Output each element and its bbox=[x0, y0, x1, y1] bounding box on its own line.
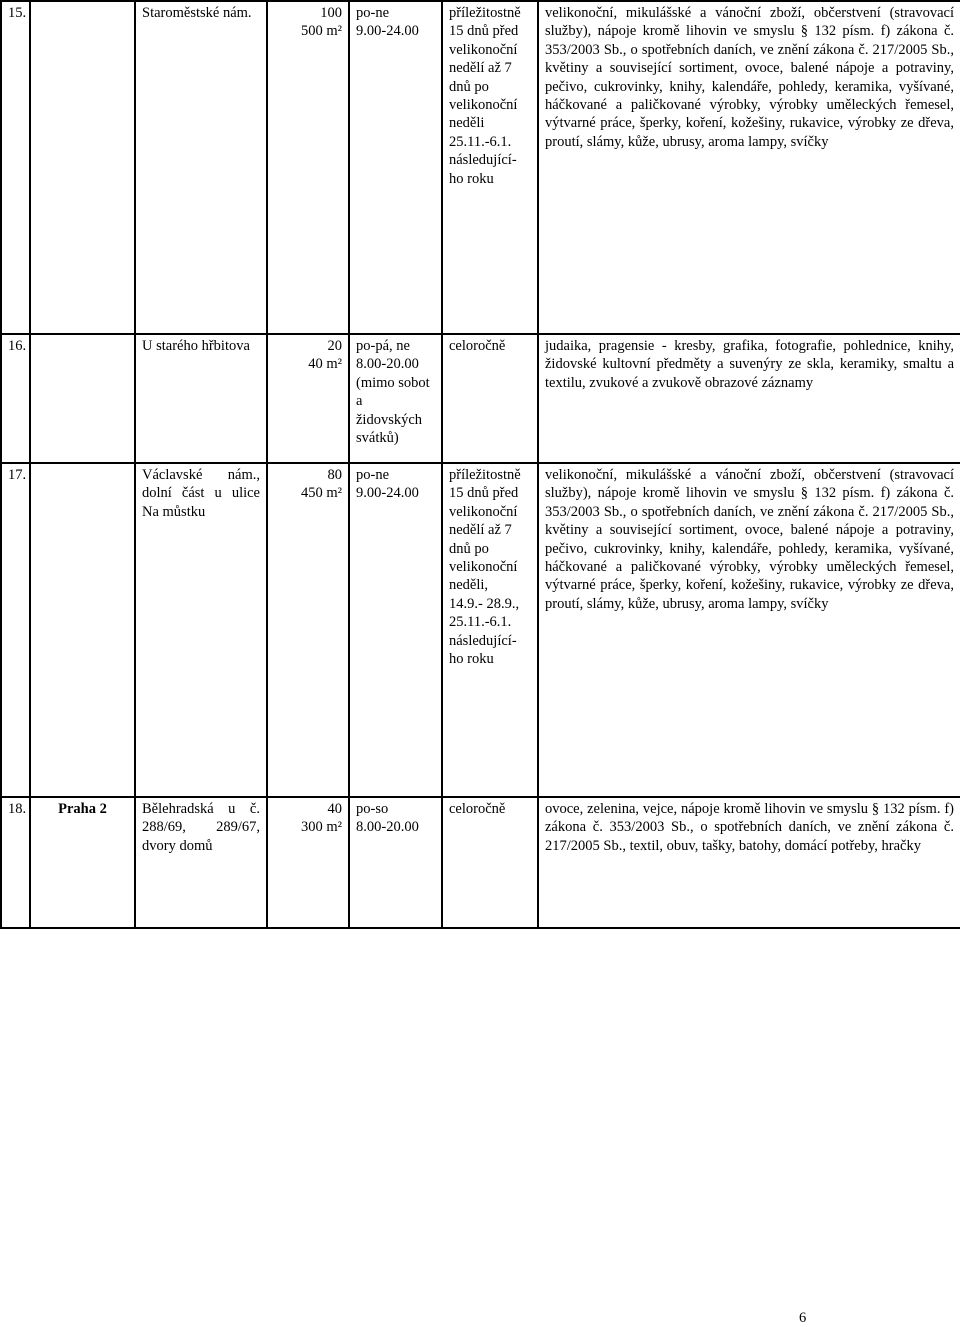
period-line: velikonoční bbox=[449, 559, 518, 576]
period-line: 14.9.- 28.9., bbox=[449, 595, 520, 612]
days-hours-cell bbox=[349, 797, 442, 928]
period-line: velikonoční bbox=[449, 503, 518, 520]
period-line: 25.11.-6.1. bbox=[449, 133, 512, 150]
days-hours-cell bbox=[349, 463, 442, 797]
days-line: po-pá, ne bbox=[356, 338, 410, 354]
days-line: po-ne bbox=[356, 467, 390, 483]
period-line: dnů po bbox=[449, 540, 489, 557]
row-number: 17. bbox=[1, 463, 30, 797]
district-cell: Praha 2 bbox=[30, 797, 135, 928]
location-cell: U starého hřbitova bbox=[135, 334, 267, 463]
period-line: 15 dnů před bbox=[449, 485, 519, 502]
days-line: židovských bbox=[356, 411, 423, 428]
table-row bbox=[1, 1, 960, 334]
period-line: celoročně bbox=[449, 801, 506, 817]
period-line: velikonoční bbox=[449, 41, 518, 58]
period-line: celoročně bbox=[449, 338, 506, 354]
period-line: ho roku bbox=[449, 170, 494, 187]
days-line: svátků) bbox=[356, 430, 399, 447]
capacity-cell bbox=[267, 334, 349, 463]
stall-count: 80 bbox=[327, 467, 342, 483]
period-line: příležitostně bbox=[449, 467, 521, 483]
period-line: následující- bbox=[449, 152, 517, 169]
period-line: následující- bbox=[449, 632, 517, 649]
period-line: ho roku bbox=[449, 651, 494, 668]
hours-line: 8.00-20.00 bbox=[356, 819, 419, 836]
area-value: 500 m² bbox=[300, 23, 342, 40]
period-line: 15 dnů před bbox=[449, 23, 519, 40]
stall-count: 100 bbox=[320, 5, 342, 21]
area-value: 450 m² bbox=[300, 485, 342, 502]
location-cell: Staroměstské nám. bbox=[135, 1, 267, 334]
goods-cell: judaika, pragensie - kresby, grafika, fotografie, pohlednice, knihy, židovské kultovní předměty a suvenýry ze skla, keramiky, smaltu a textilu, zvukové a zvukově obrazové záznamy bbox=[538, 334, 960, 463]
period-cell bbox=[442, 797, 538, 928]
period-cell bbox=[442, 463, 538, 797]
stall-count: 40 bbox=[327, 801, 342, 817]
page-number: 6 bbox=[799, 1310, 807, 1326]
period-line: neděli, bbox=[449, 577, 489, 594]
days-hours-cell bbox=[349, 1, 442, 334]
district-cell bbox=[30, 334, 135, 463]
period-line: nedělí až 7 bbox=[449, 60, 512, 77]
period-line: nedělí až 7 bbox=[449, 522, 512, 539]
days-line: a bbox=[356, 393, 363, 410]
area-value: 40 m² bbox=[308, 356, 342, 373]
goods-cell: velikonoční, mikulášské a vánoční zboží, občerstvení (stravovací služby), nápoje kromě lihovin ve smyslu § 132 písm. f) zákona č. 353/2003 Sb., o spotřebních daních, ve znění zákona č. 217/2005 Sb., květiny a související sortiment, ovoce, balené nápoje a potraviny, pečivo, cukrovinky, knihy, kalendáře, pohledy, keramika, vyšívané, háčkované a paličkované výrobky, výrobky uměleckých řemesel, výtvarné práce, šperky, koření, kožešiny, rukavice, výrobky ze dřeva, proutí, slámy, kůže, ubrusy, aroma lampy, svíčky bbox=[538, 1, 960, 334]
capacity-cell bbox=[267, 463, 349, 797]
period-line: dnů po bbox=[449, 78, 489, 95]
table-row bbox=[1, 797, 960, 928]
row-number: 18. bbox=[1, 797, 30, 928]
period-cell bbox=[442, 334, 538, 463]
period-line: příležitostně bbox=[449, 5, 521, 21]
days-line: po-so bbox=[356, 801, 389, 817]
table-row bbox=[1, 334, 960, 463]
days-line: po-ne bbox=[356, 5, 390, 21]
location-cell: Bělehradská u č. 288/69, 289/67, dvory domů bbox=[135, 797, 267, 928]
area-value: 300 m² bbox=[300, 819, 342, 836]
period-line: 25.11.-6.1. bbox=[449, 614, 512, 631]
capacity-cell bbox=[267, 1, 349, 334]
period-line: velikonoční bbox=[449, 97, 518, 114]
district-cell bbox=[30, 463, 135, 797]
period-line: neděli bbox=[449, 115, 485, 132]
row-number: 15. bbox=[1, 1, 30, 334]
capacity-cell bbox=[267, 797, 349, 928]
table-row bbox=[1, 463, 960, 797]
hours-line: 9.00-24.00 bbox=[356, 23, 419, 40]
period-cell bbox=[442, 1, 538, 334]
goods-cell: ovoce, zelenina, vejce, nápoje kromě lihovin ve smyslu § 132 písm. f) zákona č. 353/2003 Sb., o spotřebních daních, ve znění zákona č. 217/2005 Sb., textil, obuv, tašky, batohy, domácí potřeby, hračky bbox=[538, 797, 960, 928]
days-line: (mimo sobot bbox=[356, 374, 430, 391]
hours-line: 8.00-20.00 bbox=[356, 356, 419, 373]
days-hours-cell bbox=[349, 334, 442, 463]
goods-cell: velikonoční, mikulášské a vánoční zboží, občerstvení (stravovací služby), nápoje kromě lihovin ve smyslu § 132 písm. f) zákona č. 353/2003 Sb., o spotřebních daních, ve znění zákona č. 217/2005 Sb., květiny a související sortiment, ovoce, balené nápoje a potraviny, pečivo, cukrovinky, knihy, kalendáře, pohledy, keramika, vyšívané, háčkované a paličkované výrobky, výrobky uměleckých řemesel, výtvarné práce, šperky, koření, kožešiny, rukavice, výrobky ze dřeva, proutí, slámy, kůže, ubrusy, aroma lampy, svíčky bbox=[538, 463, 960, 797]
hours-line: 9.00-24.00 bbox=[356, 485, 419, 502]
location-cell: Václavské nám., dolní část u ulice Na můstku bbox=[135, 463, 267, 797]
row-number: 16. bbox=[1, 334, 30, 463]
stall-count: 20 bbox=[327, 338, 342, 354]
district-cell bbox=[30, 1, 135, 334]
